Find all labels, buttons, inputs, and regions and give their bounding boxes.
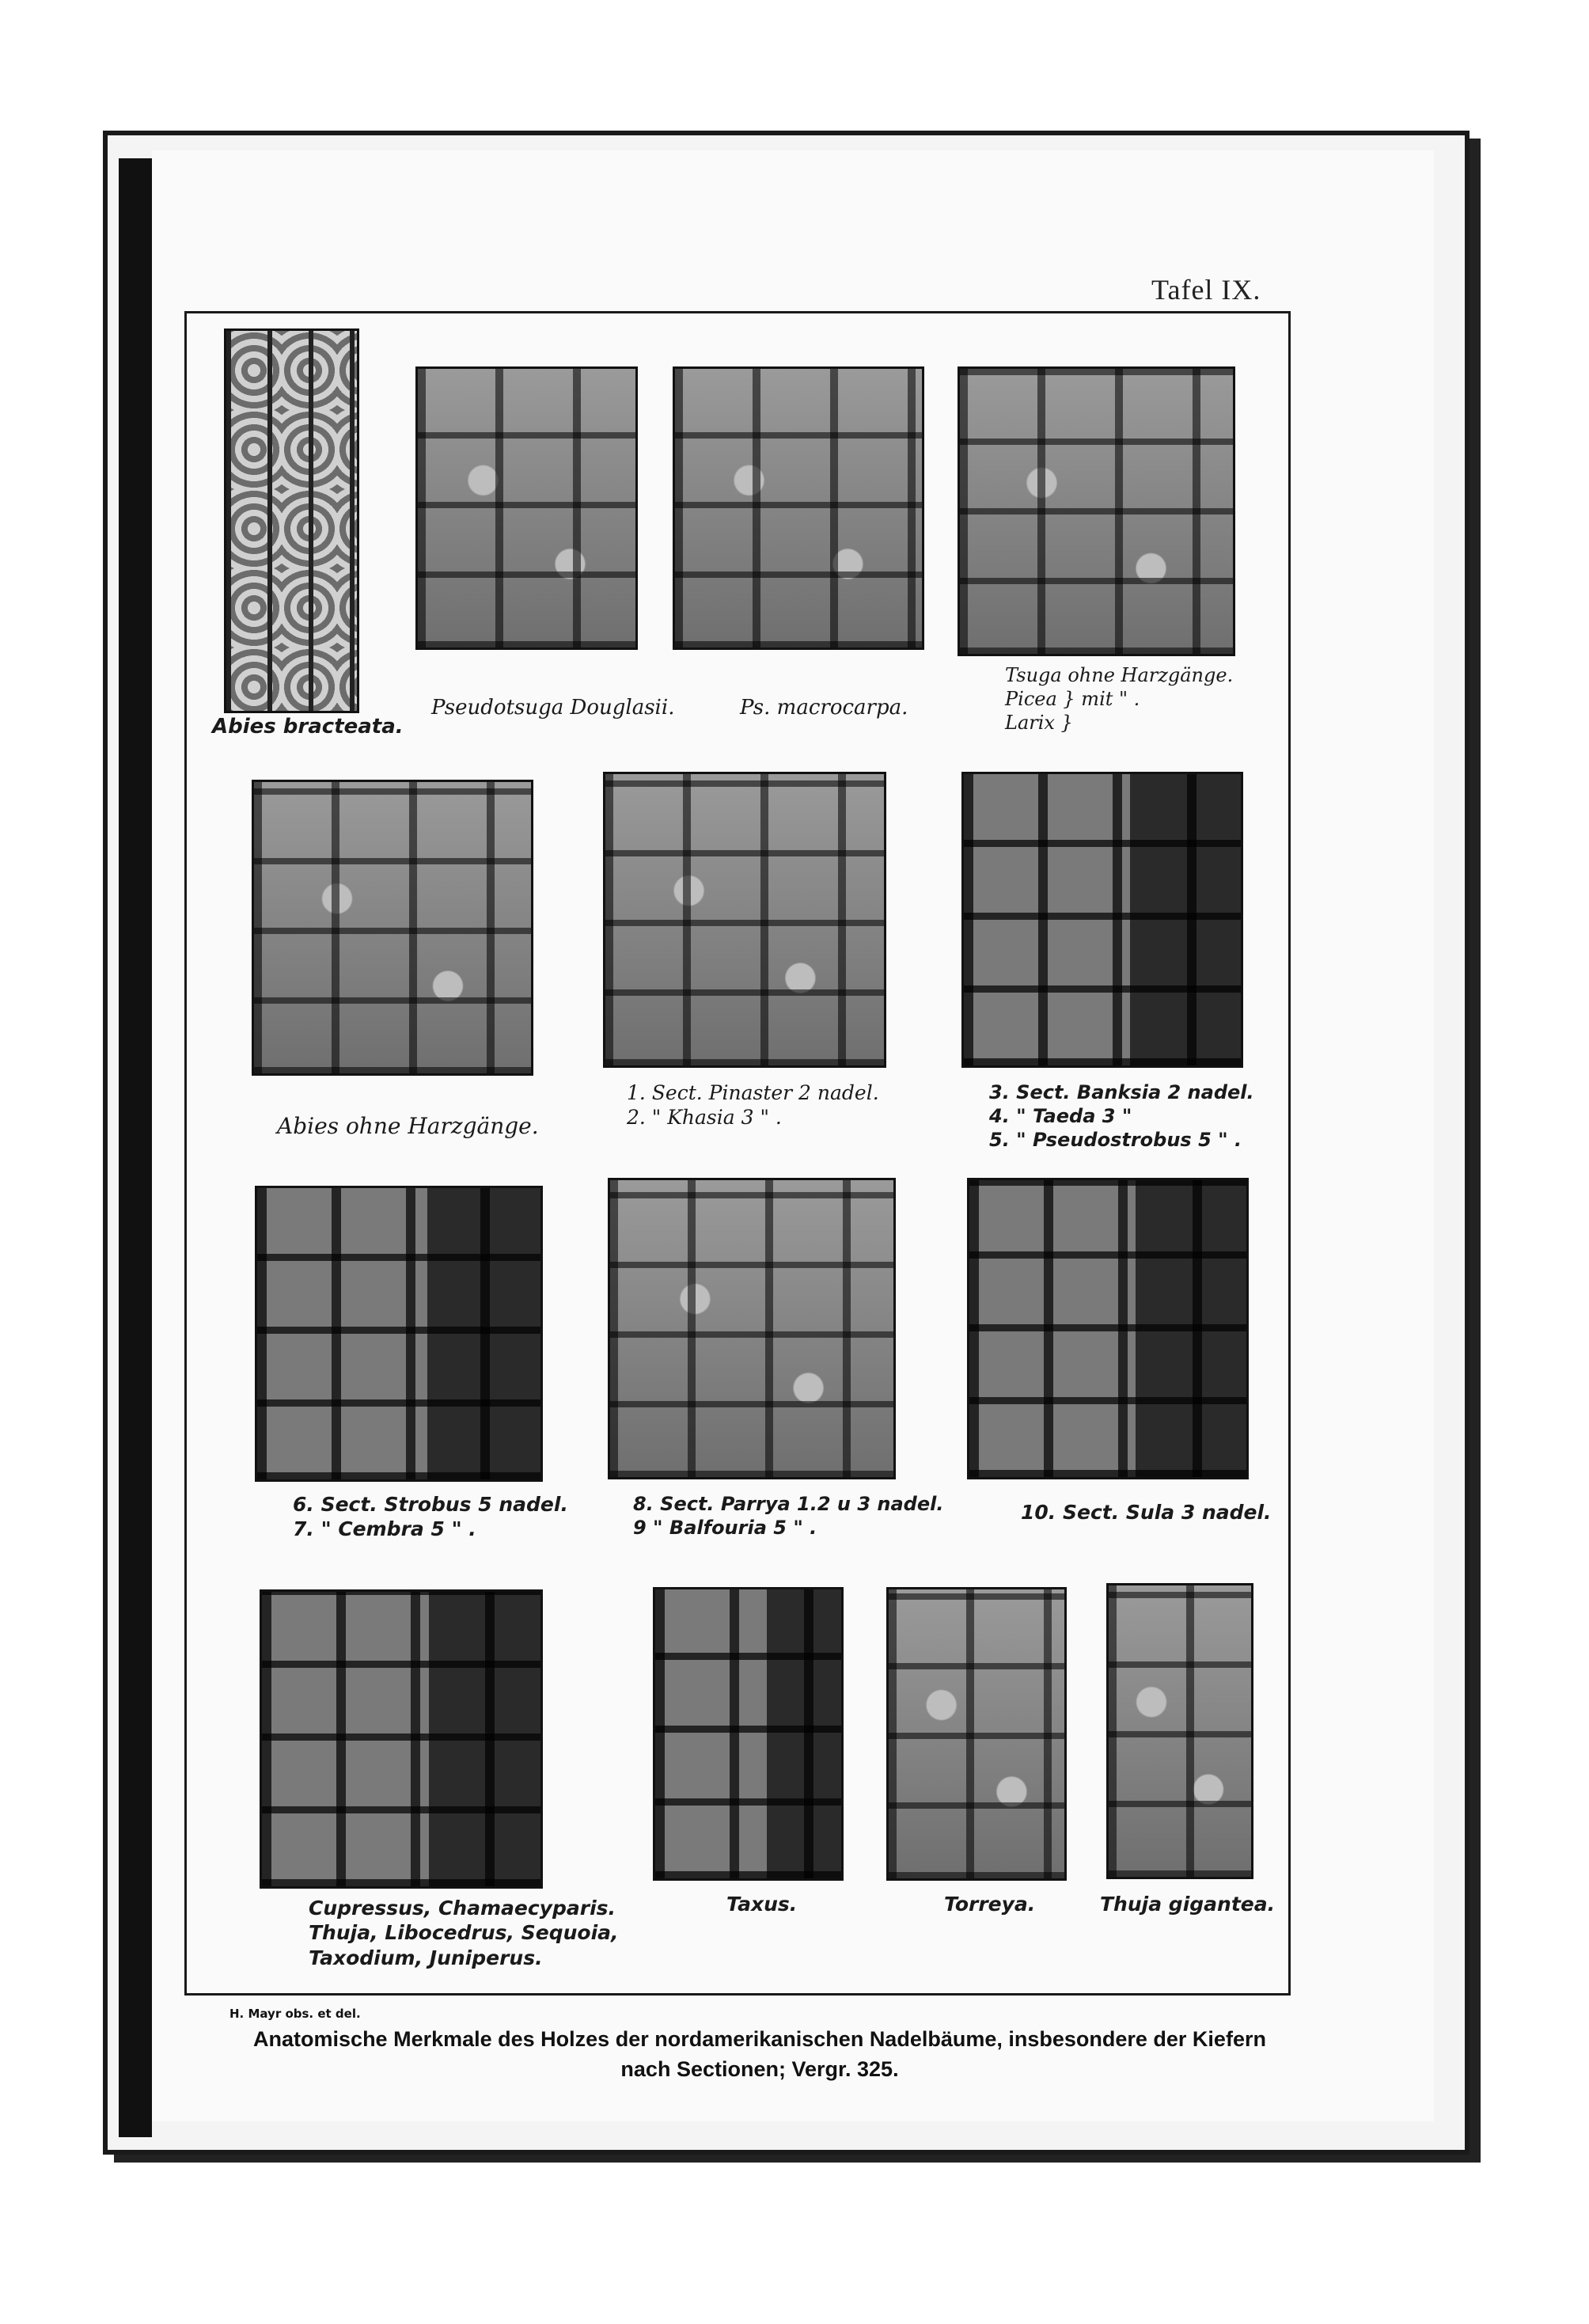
- caption-sect-8-9: 8. Sect. Parrya 1.2 u 3 nadel. 9 " Balfouria 5 " .: [633, 1493, 944, 1539]
- caption-ps-macrocarpa: Ps. macrocarpa.: [740, 696, 908, 720]
- book-spine: [119, 158, 152, 2137]
- caption-pseudotsuga: Pseudotsuga Douglasii.: [431, 696, 675, 720]
- caption-sect-10: 10. Sect. Sula 3 nadel.: [1021, 1501, 1272, 1524]
- figure-sect-3-5: [961, 772, 1243, 1068]
- plate-title-line2: nach Sectionen; Vergr. 325.: [620, 2056, 899, 2081]
- plate-title: [198, 2025, 1322, 2085]
- caption-thuja-gigantea: Thuja gigantea.: [1100, 1893, 1276, 1916]
- figure-cupressus: [260, 1589, 543, 1889]
- caption-sect-3-5: 3. Sect. Banksia 2 nadel. 4. " Taeda 3 " 5. " Pseudostrobus 5 " .: [989, 1081, 1254, 1151]
- caption-taxus: Taxus.: [726, 1893, 798, 1916]
- figure-sect-10: [967, 1178, 1249, 1479]
- figure-torreya: [886, 1587, 1067, 1881]
- caption-cupressus: Cupressus, Chamaecyparis. Thuja, Libocedrus, Sequoia, Taxodium, Juniperus.: [309, 1897, 619, 1969]
- figure-abies-bracteata: [224, 328, 359, 713]
- figure-tsuga: [958, 366, 1235, 656]
- caption-sect-1-2: 1. Sect. Pinaster 2 nadel. 2. " Khasia 3 " .: [627, 1081, 879, 1130]
- plate-label: Tafel IX.: [1151, 274, 1261, 306]
- plate-title-line1: Anatomische Merkmale des Holzes der nordamerikanischen Nadelbäume, insbesondere der Kiefern: [253, 2027, 1266, 2051]
- figure-thuja-gigantea: [1106, 1583, 1253, 1879]
- figure-sect-6-7: [255, 1186, 543, 1482]
- figure-abies-ohne: [252, 780, 533, 1076]
- figure-sect-1-2: [603, 772, 886, 1068]
- caption-abies-bracteata: Abies bracteata.: [212, 715, 404, 739]
- figure-sect-8-9: [608, 1178, 896, 1479]
- figure-pseudotsuga: [415, 366, 638, 650]
- figure-ps-macrocarpa: [673, 366, 924, 650]
- caption-abies-ohne: Abies ohne Harzgänge.: [277, 1113, 539, 1139]
- caption-tsuga: Tsuga ohne Harzgänge. Picea } mit " . Larix }: [1005, 664, 1234, 734]
- author-credit: H. Mayr obs. et del.: [229, 2007, 361, 2021]
- caption-torreya: Torreya.: [944, 1893, 1036, 1916]
- figure-taxus: [653, 1587, 844, 1881]
- caption-sect-6-7: 6. Sect. Strobus 5 nadel. 7. " Cembra 5 " .: [293, 1493, 568, 1541]
